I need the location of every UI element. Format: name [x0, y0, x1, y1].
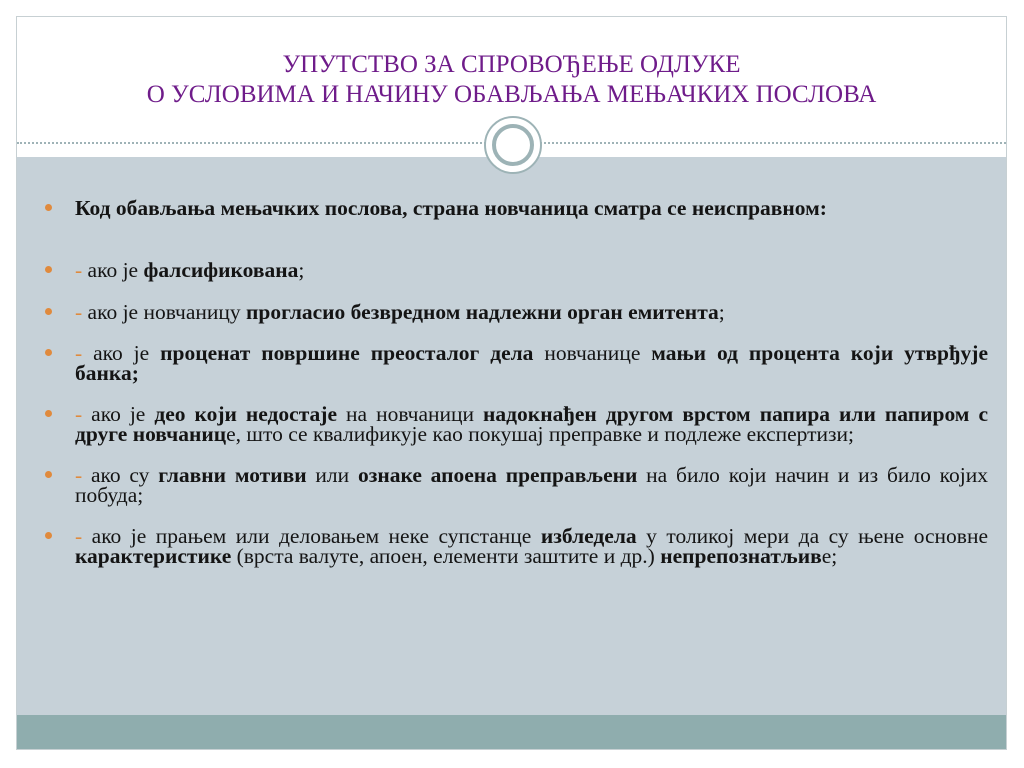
text: на новчаници: [337, 402, 484, 426]
text: ако је: [91, 402, 155, 426]
dash: -: [75, 463, 91, 487]
decorative-ring-icon: [484, 116, 542, 174]
list-item: [44, 465, 988, 505]
dash: -: [75, 258, 88, 282]
bold-text: карактеристике: [75, 544, 232, 568]
bold-text: непрепознатљив: [660, 544, 822, 568]
bold-text: фалсификована: [143, 258, 299, 282]
text: ;: [298, 258, 305, 282]
bold-text: надокнађен другом врстом папира или папиром с друге новчаниц: [75, 402, 988, 446]
intro-text: Код обављања мењачких послова, страна новчаница сматра се неисправном:: [75, 196, 827, 220]
bullet-dot-icon: [45, 471, 52, 478]
bullet-list: [44, 198, 988, 566]
text: ако су: [90, 463, 159, 487]
list-item-intro: [44, 198, 988, 218]
dash: -: [75, 341, 94, 365]
bullet-dot-icon: [45, 308, 52, 315]
bold-text: главни мотиви: [158, 463, 307, 487]
list-item: [44, 404, 988, 444]
text: на било који начин и из било којих побуда;: [75, 463, 988, 507]
bold-text: прогласио безвредном надлежни орган емитента: [246, 300, 719, 324]
footer-bar: [17, 715, 1006, 749]
bold-text: проценат површине преосталог дела: [160, 341, 534, 365]
bullet-dot-icon: [45, 349, 52, 356]
text: ;: [718, 300, 725, 324]
text: ако је прањем или деловањем неке супстанце: [91, 524, 541, 548]
text: у толикој мери да су њене основне: [636, 524, 988, 548]
bold-text: ознаке апоена преправљени: [357, 463, 638, 487]
inner-ring: [492, 124, 534, 166]
text: ако је новчаницу: [87, 300, 247, 324]
text: новчанице: [533, 341, 652, 365]
dash: -: [75, 524, 92, 548]
bold-text: избледела: [540, 524, 637, 548]
bold-text: део који недостаје: [154, 402, 338, 426]
bold-text: мањи од процента који утврђује банка;: [75, 341, 989, 385]
bullet-dot-icon: [45, 204, 52, 211]
text: (врста валуте, апоен, елементи заштите и др.): [231, 544, 661, 568]
text: е;: [821, 544, 838, 568]
text: е, што се квалификује као покушај преправке и подлеже експертизи;: [226, 422, 855, 446]
bullet-dot-icon: [45, 532, 52, 539]
title-line-1: УПУТСТВО ЗА СПРОВОЂЕЊЕ ОДЛУКЕ: [282, 51, 741, 78]
list-item: [44, 260, 988, 280]
list-item: [44, 526, 988, 566]
text: ако је: [87, 258, 144, 282]
bullet-dot-icon: [45, 266, 52, 273]
bullet-dot-icon: [45, 410, 52, 417]
list-item: [44, 343, 988, 383]
list-item: [44, 302, 988, 322]
dash: -: [75, 402, 92, 426]
text: или: [306, 463, 358, 487]
slide-title: [17, 50, 1006, 110]
text: ако је: [93, 341, 161, 365]
title-line-2: О УСЛОВИМА И НАЧИНУ ОБАВЉАЊА МЕЊАЧКИХ ПОСЛОВА: [146, 81, 877, 108]
dash: -: [75, 300, 88, 324]
